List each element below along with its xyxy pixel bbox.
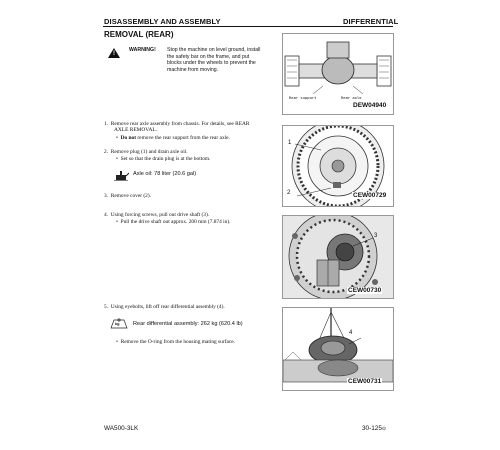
figure-caption: DEW04940 (353, 102, 387, 109)
header-rule (103, 26, 393, 27)
footer-page: 30-125⊙ (362, 425, 387, 432)
label-rear-support: Rear support (289, 95, 317, 100)
section-title: REMOVAL (REAR) (104, 30, 174, 39)
oil-note: Axle oil: 78 liter (20.6 gal) (133, 171, 197, 177)
step-5: 5. Using eyebolts, lift off rear differential assembly (4). (104, 304, 225, 310)
label-drive-shaft-3: 3 (374, 233, 378, 239)
label-rear-axle: Rear axle (341, 95, 362, 100)
step-4: 4. Using forcing screws, pull out drive shaft (3). • Pull the drive shaft out approx. 200 mm (7.874 in). (104, 212, 231, 226)
label-differential-4: 4 (349, 330, 353, 336)
oil-can-icon (113, 169, 129, 181)
kg-label: kg (115, 322, 120, 326)
warning-label: WARNING! (129, 47, 156, 53)
header-left: DISASSEMBLY AND ASSEMBLY (104, 17, 221, 26)
step-2: 2. Remove plug (1) and drain axle oil. • Set so that the drain plug is at the bottom. (104, 149, 211, 163)
label-plug-1: 1 (288, 140, 292, 146)
step-3: 3. Remove cover (2). (104, 193, 152, 199)
figure-caption: CEW00731 (348, 378, 382, 385)
step-5-bullet: • Remove the O-ring from the housing mating surface. (116, 339, 235, 345)
warning-text: Stop the machine on level ground, install the safety bar on the frame, and put blocks under the wheels to prevent the machine from moving. (167, 47, 261, 73)
revision-mark-icon: ⊙ (381, 426, 387, 432)
footer-model: WA500-3LK (104, 425, 139, 432)
header-right: DIFFERENTIAL (343, 17, 399, 26)
figure-caption: CEW00729 (353, 192, 387, 199)
step-1: 1. Remove rear axle assembly from chassis. For details, see REAR AXLE REMOVAL. • Do not remove the rear support from the rear axle. (104, 121, 250, 141)
label-cover-2: 2 (287, 190, 291, 196)
weight-note: Rear differential assembly: 262 kg (620.4 lb) (133, 321, 243, 327)
figure-caption: CEW00730 (348, 287, 382, 294)
drive-shaft-drawing (283, 216, 393, 298)
